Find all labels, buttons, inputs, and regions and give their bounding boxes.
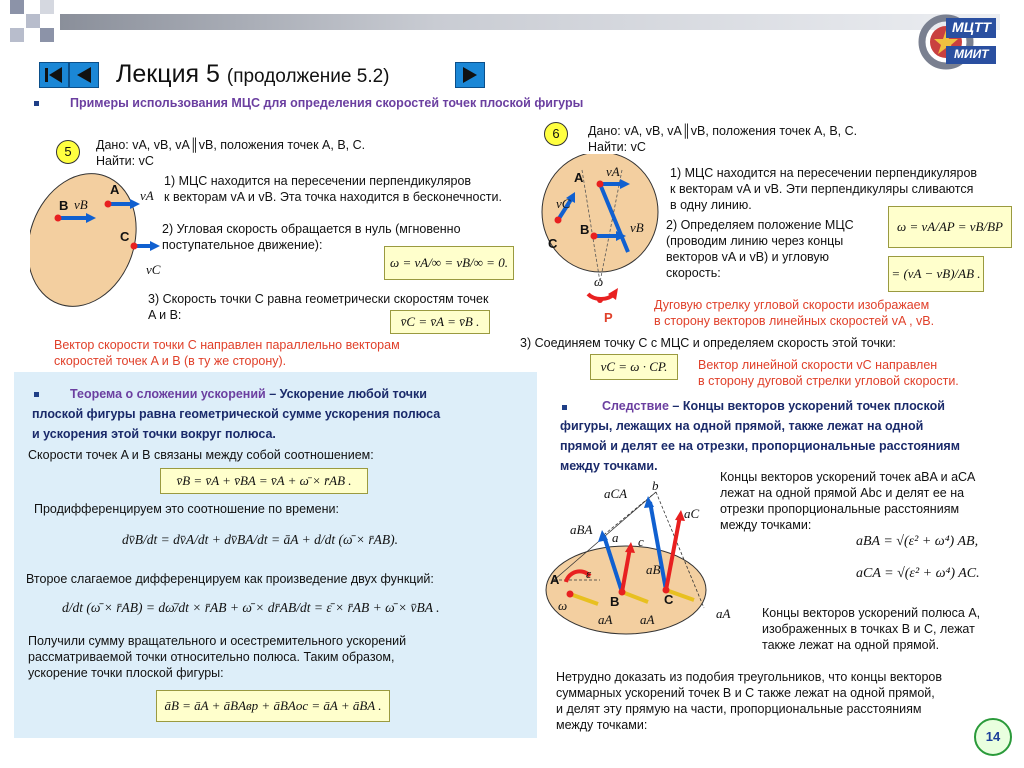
ex6-given: Дано: vA, vB, vA║vB, положения точек A, B, C. bbox=[588, 124, 858, 138]
bullet bbox=[34, 392, 39, 397]
corollary-formula-c: aCA = √(ε² + ω⁴) AC. bbox=[856, 566, 980, 581]
theorem-title-rest: – Ускорение любой точки bbox=[269, 387, 427, 401]
theorem-text3: Второе слагаемое дифференцируем как произведение двух функций: bbox=[26, 572, 434, 586]
ex5-step2-line1: 2) Угловая скорость обращается в нуль (мгновенно bbox=[162, 222, 461, 236]
label-omega: ω bbox=[558, 598, 568, 613]
corollary-formula-a: aBA = √(ε² + ω⁴) AB, bbox=[856, 534, 979, 549]
label-c-point: C bbox=[664, 592, 674, 607]
title-subtitle: (продолжение 5.2) bbox=[226, 66, 390, 87]
ex5-label-a: A bbox=[110, 182, 120, 197]
prev-slide-icon bbox=[70, 63, 98, 87]
label-c-small: c bbox=[638, 534, 644, 549]
label-b: b bbox=[652, 478, 659, 493]
ex5-step3-line2: A и B: bbox=[148, 308, 182, 322]
theorem-text4-line2: рассматриваемой точки относительно полюса. Таким образом, bbox=[28, 650, 395, 664]
corollary-text1-line2: лежат на одной прямой Abc и делят ее на bbox=[720, 486, 965, 500]
ex6-formula2b: = (vA − vB)/AB . bbox=[888, 256, 984, 292]
page-title bbox=[116, 60, 390, 89]
ex5-label-c: C bbox=[120, 229, 130, 244]
ex5-point-a bbox=[105, 201, 112, 208]
ex6-point-a bbox=[597, 181, 604, 188]
example6-number: 6 bbox=[544, 122, 568, 146]
corollary-text1-line3: отрезки пропорциональные расстояниям bbox=[720, 502, 960, 516]
label-ac: aC bbox=[684, 506, 700, 521]
example5-number: 5 bbox=[56, 140, 80, 164]
corollary-title: Следствие bbox=[602, 399, 669, 413]
theorem-text4-line3: ускорение точки плоской фигуры: bbox=[28, 666, 224, 680]
corollary-text1-line1: Концы векторов ускорений точек aBA и aCA bbox=[720, 470, 976, 484]
theorem-formula4: āB = āA + āBAвр + āBAос = āA + āBA . bbox=[156, 690, 390, 722]
next-slide-button[interactable] bbox=[455, 62, 485, 88]
ex6-label-c: C bbox=[548, 236, 558, 251]
first-slide-icon bbox=[40, 63, 68, 87]
theorem-formula2: dv̄B/dt = dv̄A/dt + dv̄BA/dt = āA + d/dt (ω̄ × r̄AB). bbox=[122, 532, 399, 547]
corollary-point-b bbox=[619, 589, 626, 596]
ex5-step2-line2: поступательное движение): bbox=[162, 238, 323, 252]
miit-logo bbox=[916, 10, 1000, 70]
ex6-point-c bbox=[555, 217, 562, 224]
corollary-text3-line4: между точками: bbox=[556, 718, 648, 732]
ex6-find: Найти: vC bbox=[588, 140, 646, 154]
ex6-label-vb: vB bbox=[630, 220, 644, 235]
ex6-label-p: P bbox=[604, 310, 613, 325]
next-slide-icon bbox=[456, 63, 484, 87]
corollary-text1-line4: между точками: bbox=[720, 518, 812, 532]
ex6-step2-line2: (проводим линию через концы bbox=[666, 234, 844, 248]
decor-square bbox=[26, 14, 40, 28]
ex6-formula3: vC = ω · CP. bbox=[590, 354, 678, 380]
label-aa-b: aA bbox=[598, 612, 613, 627]
ex6-label-a: A bbox=[574, 170, 584, 185]
ex6-label-vc: vC bbox=[556, 196, 571, 211]
label-a-small: a bbox=[612, 530, 619, 545]
label-aba: aBA bbox=[570, 522, 593, 537]
corollary-text3-line1: Нетрудно доказать из подобия треугольников, что концы векторов bbox=[556, 670, 943, 684]
ex5-label-b: B bbox=[59, 198, 69, 213]
logo-text-top: МЦТТ bbox=[952, 19, 991, 35]
ex6-step2-line3: векторов vA и vB) и угловую bbox=[666, 250, 830, 264]
ex6-step2-line4: скорость: bbox=[666, 266, 721, 280]
label-a: A bbox=[550, 572, 560, 587]
theorem-text1: Скорости точек A и B связаны между собой соотношением: bbox=[28, 448, 374, 462]
ex6-note-vc-line1: Вектор линейной скорости vC направлен bbox=[698, 358, 938, 372]
ex6-step1-line3: в одну линию. bbox=[670, 198, 752, 212]
ex6-note-vc-line2: в сторону дуговой стрелки угловой скорости. bbox=[698, 374, 959, 388]
corollary-line1 bbox=[602, 397, 945, 416]
corollary-line1-text: – Концы векторов ускорений точек плоской bbox=[672, 399, 945, 413]
ex6-point-b bbox=[591, 233, 598, 240]
ex5-note-line2: скоростей точек A и B (в ту же сторону). bbox=[54, 354, 287, 368]
label-eps: ε bbox=[586, 566, 592, 581]
ex6-label-omega: ω bbox=[594, 274, 604, 289]
corollary-text2-line2: изображенных в точках B и C, лежат bbox=[762, 622, 975, 636]
label-aca: aCA bbox=[604, 486, 628, 501]
ex6-body bbox=[542, 154, 658, 272]
header-bar bbox=[60, 14, 1000, 30]
theorem-formula1: v̄B = v̄A + v̄BA = v̄A + ω̄ × r̄AB . bbox=[160, 468, 368, 494]
theorem-line3: и ускорения этой точки вокруг полюса. bbox=[32, 427, 276, 441]
ex5-find: Найти: vC bbox=[96, 154, 154, 168]
bullet bbox=[34, 101, 39, 106]
ex5-step3-line1: 3) Скорость точки C равна геометрически скоростям точек bbox=[148, 292, 489, 306]
label-aa-c: aA bbox=[640, 612, 655, 627]
corollary-line2: фигуры, лежащих на одной прямой, также лежат на одной bbox=[560, 419, 924, 433]
ex5-step1-line2: к векторам vA и vB. Эта точка находится в бесконечности. bbox=[164, 190, 502, 204]
decor-square bbox=[10, 0, 24, 14]
corollary-line4: между точками. bbox=[560, 459, 658, 473]
corollary-point-a bbox=[567, 591, 574, 598]
theorem-heading bbox=[70, 385, 427, 404]
logo-text-bottom: МИИТ bbox=[954, 47, 989, 61]
theorem-text2: Продифференцируем это соотношение по времени: bbox=[34, 502, 339, 516]
corollary-text3-line2: суммарных ускорений точек B и C также лежат на одной прямой, bbox=[556, 686, 935, 700]
title-main: Лекция 5 bbox=[116, 60, 220, 88]
ex5-point-b bbox=[55, 215, 62, 222]
corollary-text2-line1: Концы векторов ускорений полюса A, bbox=[762, 606, 981, 620]
label-b-point: B bbox=[610, 594, 620, 609]
first-slide-button[interactable] bbox=[39, 62, 69, 88]
ex6-label-va: vA bbox=[606, 164, 620, 179]
ex5-label-vb: vB bbox=[74, 197, 88, 212]
ex5-formula2: ω = vA/∞ = vB/∞ = 0. bbox=[384, 246, 514, 280]
bullet bbox=[562, 405, 567, 410]
ex6-note-arc-line1: Дуговую стрелку угловой скорости изображаем bbox=[654, 298, 930, 312]
ex6-step1-line1: 1) МЦС находится на пересечении перпендикуляров bbox=[670, 166, 978, 180]
corollary-line3: прямой и делят ее на отрезки, пропорциональные расстояниям bbox=[560, 439, 960, 453]
theorem-line2: плоской фигуры равна геометрической сумме ускорения полюса bbox=[32, 407, 441, 421]
decor-square bbox=[10, 28, 24, 42]
ex6-step3: 3) Соединяем точку C с МЦС и определяем скорость этой точки: bbox=[520, 336, 896, 350]
section-heading: Примеры использования МЦС для определения скоростей точек плоской фигуры bbox=[70, 96, 584, 110]
corollary-text2-line3: также лежат на одной прямой. bbox=[762, 638, 940, 652]
prev-slide-button[interactable] bbox=[69, 62, 99, 88]
ex5-step1-line1: 1) МЦС находится на пересечении перпендикуляров bbox=[164, 174, 472, 188]
theorem-formula3: d/dt (ω̄ × r̄AB) = dω̄/dt × r̄AB + ω̄ × dr̄AB/dt = ε̄ × r̄AB + ω̄ × v̄BA . bbox=[62, 600, 440, 615]
ex6-formula2a: ω = vA/AP = vB/BP bbox=[888, 206, 1012, 248]
label-ab: aB bbox=[646, 562, 661, 577]
decor-square bbox=[40, 28, 54, 42]
page-number: 14 bbox=[974, 718, 1012, 756]
theorem-title: Теорема о сложении ускорений bbox=[70, 387, 266, 401]
decor-square bbox=[40, 0, 54, 14]
ex6-diagram bbox=[538, 154, 668, 324]
ex6-note-arc-line2: в сторону векторов линейных скоростей vA , vB. bbox=[654, 314, 935, 328]
theorem-text4-line1: Получили сумму вращательного и осестремительного ускорений bbox=[28, 634, 407, 648]
ex6-label-b: B bbox=[580, 222, 590, 237]
ex6-point-p bbox=[597, 297, 603, 303]
ex5-label-va: vA bbox=[140, 188, 154, 203]
ex6-step1-line2: к векторам vA и vB. Эти перпендикуляры сливаются bbox=[670, 182, 974, 196]
ex5-note-line1: Вектор скорости точки C направлен параллельно векторам bbox=[54, 338, 400, 352]
corollary-text3-line3: и делят эту прямую на части, пропорциональные расстояниям bbox=[556, 702, 922, 716]
ex6-step2-line1: 2) Определяем положение МЦС bbox=[666, 218, 854, 232]
label-aa: aA bbox=[716, 606, 731, 621]
ex5-given: Дано: vA, vB, vA║vB, положения точек A, B, C. bbox=[96, 138, 366, 152]
ex5-label-vc: vC bbox=[146, 262, 161, 277]
ex5-point-c bbox=[131, 243, 138, 250]
ex5-formula3: v̄C = v̄A = v̄B . bbox=[390, 310, 490, 334]
